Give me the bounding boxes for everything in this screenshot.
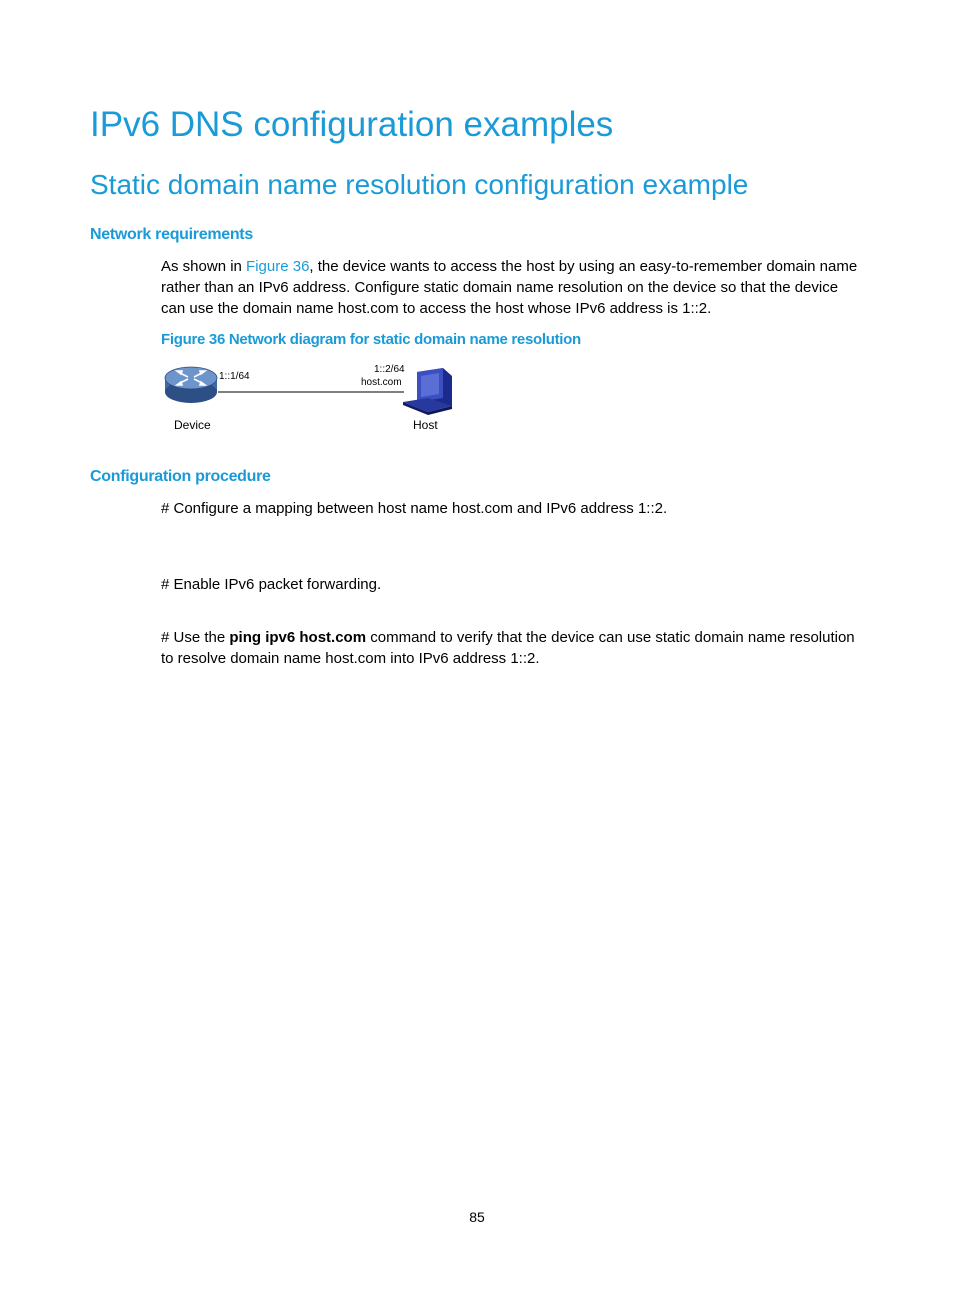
- host-label: Host: [413, 418, 438, 432]
- host-name-label: host.com: [361, 377, 402, 388]
- device-address-label: 1::1/64: [219, 371, 250, 382]
- page-number: 85: [469, 1209, 485, 1225]
- paragraph-prefix: As shown in: [161, 258, 247, 275]
- section-title: Static domain name resolution configuration example: [90, 169, 749, 200]
- network-requirements-heading: Network requirements: [90, 226, 253, 243]
- config-step-1: # Configure a mapping between host name host.com and IPv6 address 1::2.: [161, 500, 668, 517]
- figure-36-link[interactable]: Figure 36: [246, 258, 310, 275]
- host-address-label: 1::2/64: [374, 364, 405, 375]
- network-requirements-paragraph: [161, 256, 866, 319]
- step3-prefix: # Use the: [161, 629, 230, 646]
- configuration-procedure-heading: Configuration procedure: [90, 468, 271, 485]
- device-label: Device: [174, 418, 211, 432]
- ping-command: ping ipv6 host.com: [229, 629, 367, 646]
- figure-caption: Figure 36 Network diagram for static domain name resolution: [161, 331, 581, 348]
- step3-suffix: command to verify that the device can use static domain name resolution to resolve domain name host.com into IPv6 address 1::2.: [161, 629, 855, 667]
- config-step-3: [161, 627, 866, 669]
- page-title: IPv6 DNS configuration examples: [90, 105, 614, 144]
- network-diagram: [160, 360, 460, 440]
- host-computer-icon: [403, 368, 452, 415]
- paragraph-suffix: , the device wants to access the host by using an easy-to-remember domain name rather than an IPv6 address. Configure static domain name resolution on the device so that the device can use the domain name host.com to access the host whose IPv6 address is 1::2.: [161, 258, 858, 317]
- config-step-2: # Enable IPv6 packet forwarding.: [161, 576, 382, 593]
- router-icon: [165, 367, 217, 403]
